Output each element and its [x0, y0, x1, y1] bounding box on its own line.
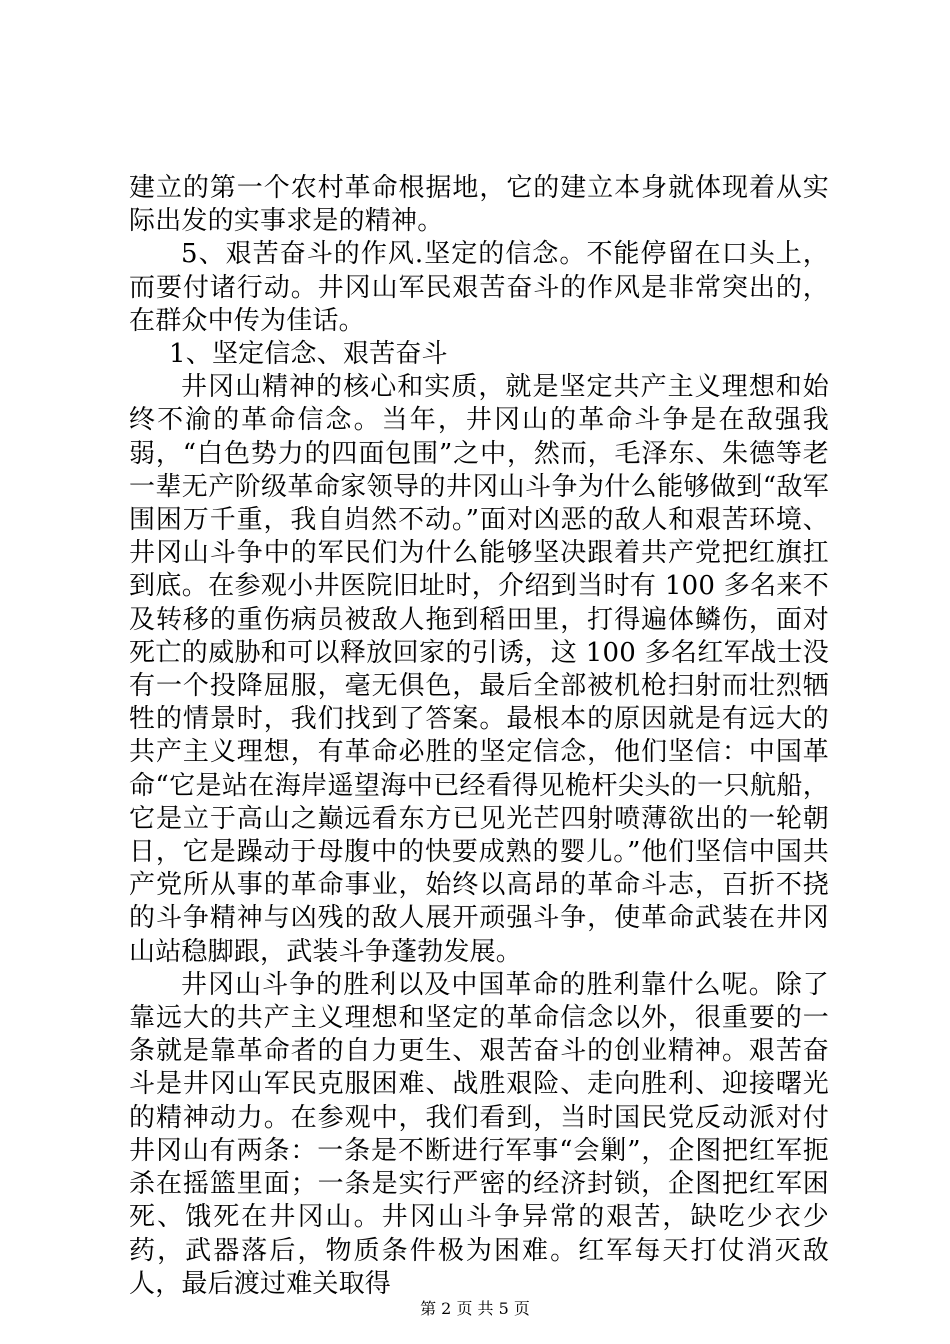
document-body [129, 172, 829, 1301]
section-heading: 1、坚定信念、艰苦奋斗 [169, 339, 448, 370]
paragraph-3: 井冈山精神的核心和实质，就是坚定共产主义理想和始终不渝的革命信念。当年，井冈山的革命斗争是在敌强我弱，“白色势力的四面包围”之中，然而，毛泽东、朱德等老一辈无产阶级革命家领导的井冈山斗争为什么能够做到“敌军围困万千重，我自岿然不动。”面对凶恶的敌人和艰苦环境、井冈山斗争中的军民们为什么能够坚决跟着共产党把红旗扛到底。在参观小井医院旧址时，介绍到当时有 100 多名来不及转移的重伤病员被敌人拖到稻田里，打得遍体鳞伤，面对死亡的威胁和可以释放回家的引诱，这 100 多名红军战士没有一个投降屈服，毫无俱色，最后全部被机枪扫射而壮烈牺牲的情景时，我们找到了答案。最根本的原因就是有远大的共产主义理想，有革命必胜的坚定信念，他们坚信：中国革命“它是站在海岸遥望海中已经看得见桅杆尖头的一只航船，它是立于高山之巅远看东方已见光芒四射喷薄欲出的一轮朝日，它是躁动于母腹中的快要成熟的婴儿。”他们坚信中国共产党所从事的革命事业，始终以高昂的革命斗志，百折不挠的斗争精神与凶残的敌人展开顽强斗争，使革命武装在井冈山站稳脚跟，武装斗争蓬勃发展。 [129, 372, 829, 967]
paragraph-1: 建立的第一个农村革命根据地，它的建立本身就体现着从实际出发的实事求是的精神。 [129, 173, 829, 237]
paragraph-4: 井冈山斗争的胜利以及中国革命的胜利靠什么呢。除了靠远大的共产主义理想和坚定的革命信念以外，很重要的一条就是靠革命者的自力更生、艰苦奋斗的创业精神。艰苦奋斗是井冈山军民克服困难、战胜艰险、走向胜利、迎接曙光的精神动力。在参观中，我们看到，当时国民党反动派对付井冈山有两条：一条是不断进行军事“会剿”，企图把红军扼杀在摇篮里面；一条是实行严密的经济封锁，企图把红军困死、饿死在井冈山。井冈山斗争异常的艰苦，缺吃少衣少药，武器落后，物质条件极为困难。红军每天打仗消灭敌人，最后渡过难关取得 [129, 969, 829, 1299]
page-footer: 第 2 页 共 5 页 [420, 1299, 530, 1318]
paragraph-2: 5、艰苦奋斗的作风.坚定的信念。不能停留在口头上，而要付诸行动。井冈山军民艰苦奋斗的作风是非常突出的，在群众中传为佳话。 [129, 239, 829, 336]
